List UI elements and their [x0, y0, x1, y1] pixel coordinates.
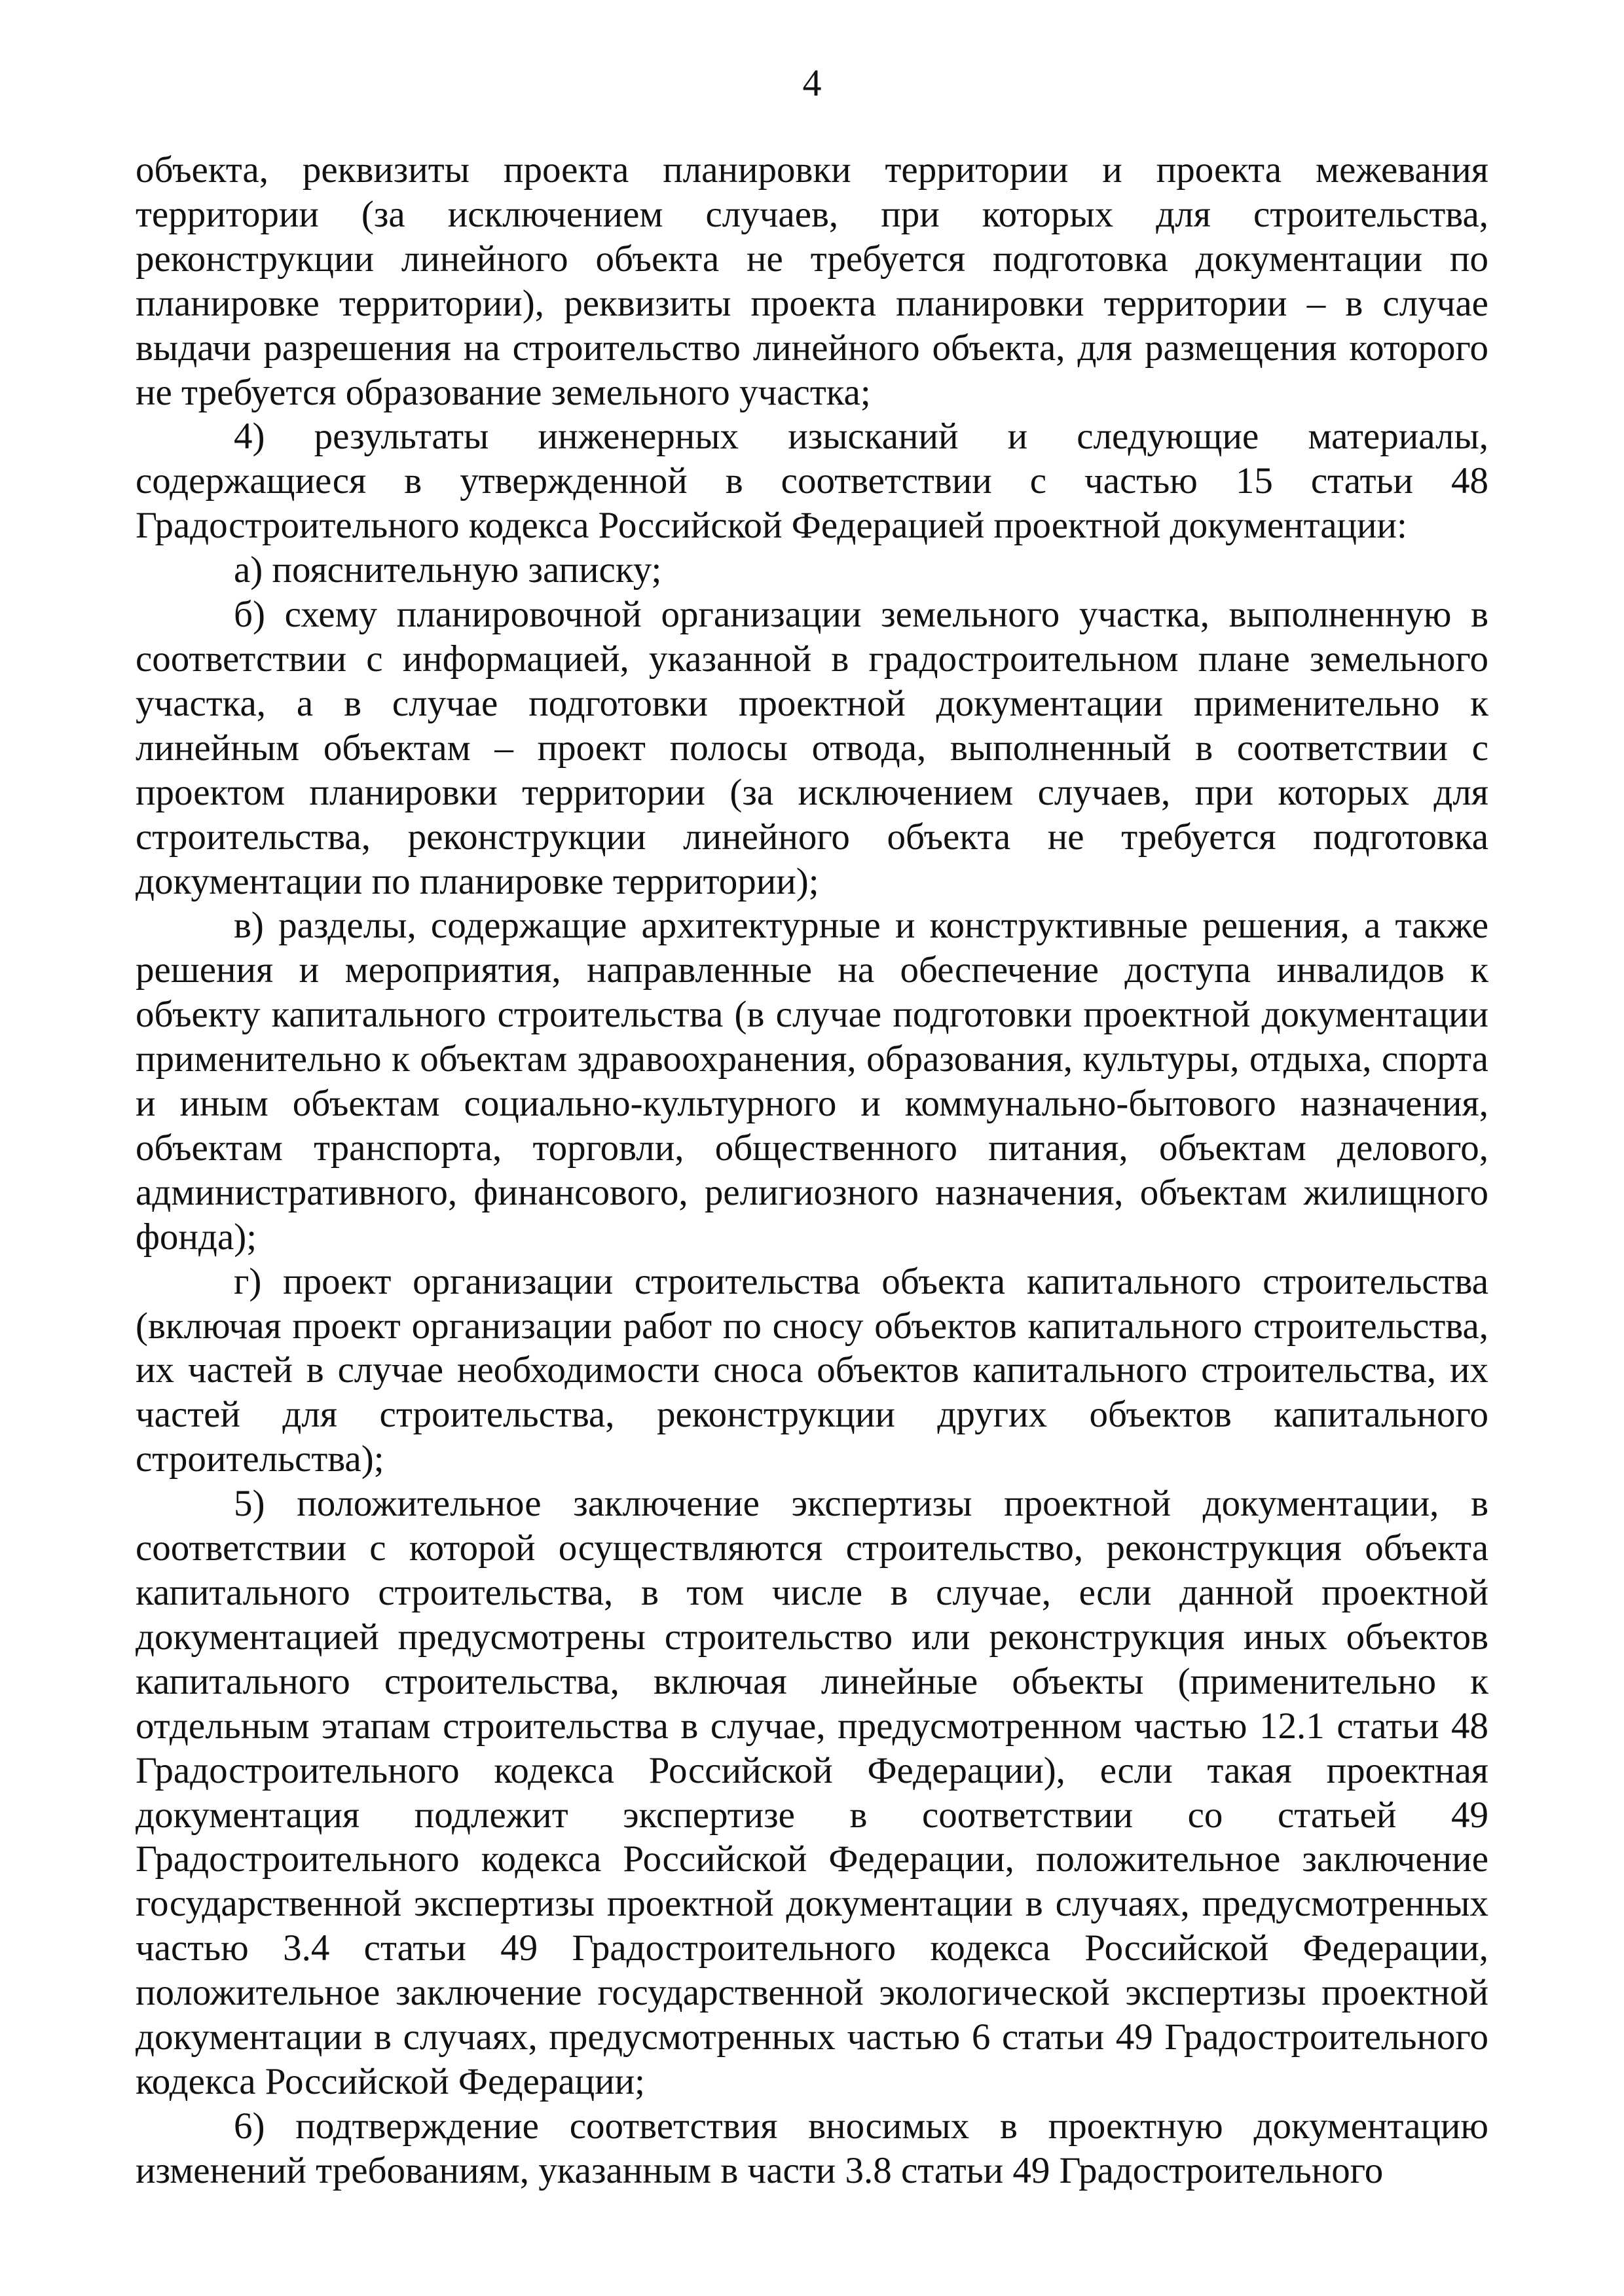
paragraph-continuation: объекта, реквизиты проекта планировки территории и проекта межевания территории (за исключением случаев, при которых для строительства, реконструкции линейного объекта не требуется подготовка документации по планировке территории), реквизиты проекта планировки территории – в случае выдачи разрешения на строительство линейного объекта, для размещения которого не требуется образование земельного участка;	[136, 149, 1488, 413]
document-body	[136, 148, 1488, 2193]
paragraph-item-4: 4) результаты инженерных изысканий и следующие материалы, содержащиеся в утвержденной в соответствии с частью 15 статьи 48 Градостроительного кодекса Российской Федерацией проектной документации:	[136, 416, 1488, 547]
page-number: 4	[802, 62, 822, 104]
paragraph-item-5: 5) положительное заключение экспертизы проектной документации, в соответствии с которой осуществляются строительство, реконструкция объекта капитального строительства, в том числе в случае, если данной проектной документацией предусмотрены строительство или реконструкция иных объектов капитального строительства, включая линейные объекты (применительно к отдельным этапам строительства в случае, предусмотренном частью 12.1 статьи 48 Градостроительного кодекса Российской Федерации), если такая проектная документация подлежит экспертизе в соответствии со статьей 49 Градостроительного кодекса Российской Федерации, положительное заключение государственной экспертизы проектной документации в случаях, предусмотренных частью 3.4 статьи 49 Градостроительного кодекса Российской Федерации, положительное заключение государственной экологической экспертизы проектной документации в случаях, предусмотренных частью 6 статьи 49 Градостроительного кодекса Российской Федерации;	[136, 1483, 1488, 2102]
paragraph-item-6: 6) подтверждение соответствия вносимых в проектную документацию изменений требованиям, указанным в части 3.8 статьи 49 Градостроительного	[136, 2105, 1488, 2191]
paragraph-subitem-a: а) пояснительную записку;	[234, 549, 662, 591]
paragraph-subitem-g: г) проект организации строительства объекта капитального строительства (включая проект организации работ по сносу объектов капитального строительства, их частей в случае необходимости сноса объектов капитального строительства, их частей для строительства, реконструкции других объектов капитального строительства);	[136, 1260, 1488, 1480]
paragraph-subitem-b: б) схему планировочной организации земельного участка, выполненную в соответствии с информацией, указанной в градостроительном плане земельного участка, а в случае подготовки проектной документации применительно к линейным объектам – проект полосы отвода, выполненный в соответствии с проектом планировки территории (за исключением случаев, при которых для строительства, реконструкции линейного объекта не требуется подготовка документации по планировке территории);	[136, 594, 1488, 902]
paragraph-subitem-v: в) разделы, содержащие архитектурные и конструктивные решения, а также решения и мероприятия, направленные на обеспечение доступа инвалидов к объекту капитального строительства (в случае подготовки проектной документации применительно к объектам здравоохранения, образования, культуры, отдыха, спорта и иным объектам социально-культурного и коммунально-бытового назначения, объектам транспорта, торговли, общественного питания, объектам делового, административного, финансового, религиозного назначения, объектам жилищного фонда);	[136, 905, 1488, 1258]
